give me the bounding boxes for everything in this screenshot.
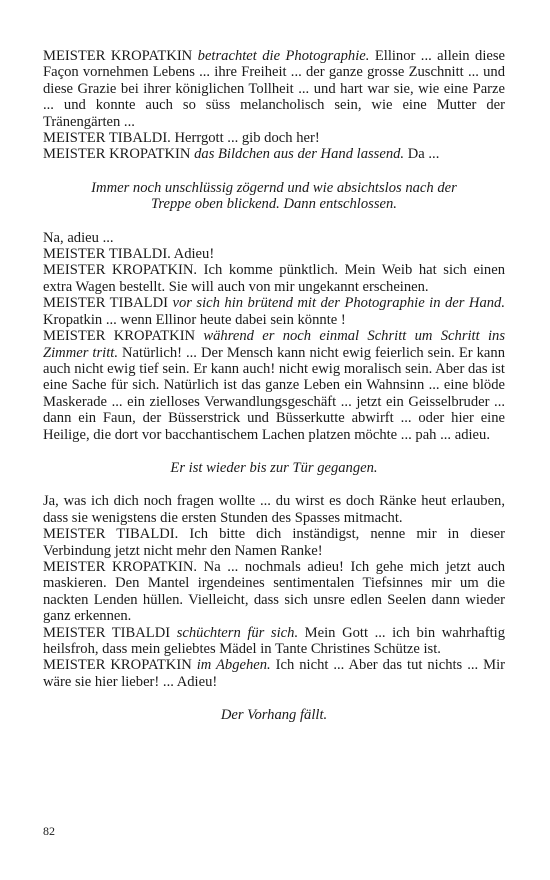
speech-line: [43, 146, 505, 162]
text-run: MEISTER TIBALDI: [43, 295, 173, 312]
text-run: Der Vorhang fällt.: [220, 707, 328, 724]
italic-text: schüchtern für sich.: [176, 624, 299, 641]
text-run: Ellinor ... allein diese Façon vornehmen Lebens ... ihre Freiheit ... der ganze grosse Zuschnitt ... und diese Grazie bei ihrer königlichen Tollheit ... und hart war sie, wie eine Parze ... und konnte auch so süss melancholisch sein, wie eine Mutter der Tränengärten ...: [43, 48, 506, 130]
text-run: MEISTER KROPATKIN. Ich komme pünktlich. Mein Weib hat sich einen extra Wagen bestellt. Sie will auch von mir ungekannt erscheinen.: [43, 262, 505, 295]
speech-line: [43, 262, 505, 295]
text-run: MEISTER KROPATKIN: [43, 328, 204, 345]
speech-line: [43, 526, 505, 559]
text-run: Ja, was ich dich noch fragen wollte ... du wirst es doch Ränke heut erlauben, dass sie wenigstens die ersten Stunden des Spasses mitmacht.: [43, 493, 505, 526]
italic-text: das Bildchen aus der Hand lassend.: [194, 146, 405, 163]
text-run: MEISTER TIBALDI. Ich bitte dich inständigst, nenne mir in dieser Verbindung jetzt nicht mehr den Namen Ranke!: [43, 526, 505, 559]
speech-line: [43, 246, 505, 262]
text-run: MEISTER TIBALDI: [43, 624, 177, 641]
italic-text: im Abgehen.: [196, 657, 271, 674]
speech-line: [43, 657, 505, 690]
speech-line: [43, 130, 505, 146]
text-run: Kropatkin ... wenn Ellinor heute dabei sein könnte !: [43, 311, 346, 328]
text-run: MEISTER KROPATKIN. Na ... nochmals adieu! Ich gehe mich jetzt auch maskieren. Den Mantel irgendeines sentimentalen Tiefsinnes mir um die nackten Lenden hüllen. Vielleicht, dass sich unsre edlen Seelen dann wieder ganz erkennen.: [43, 558, 505, 625]
speech-line: [43, 48, 505, 130]
text-run: Er ist wieder bis zur Tür gegangen.: [170, 459, 378, 476]
italic-text: betrachtet die Photographie.: [197, 48, 370, 64]
text-run: Mein Gott ... ich bin wahrhaftig heilsfroh, dass mein geliebtes Mädel in Tante Christines Schütze ist.: [43, 624, 505, 657]
text-run: MEISTER TIBALDI. Adieu!: [43, 246, 215, 263]
text-run: Ich nicht ... Aber das tut nichts ... Mir wäre sie hier lieber! ... Adieu!: [43, 657, 505, 690]
stage-direction: [71, 707, 477, 723]
text-run: Da ...: [404, 146, 440, 163]
page-number: 82: [43, 824, 55, 838]
speech-line: [43, 493, 505, 526]
stage-direction: [71, 180, 477, 213]
text-run: Immer noch unschlüssig zögernd und wie absichtslos nach der Treppe oben blickend. Dann entschlossen.: [91, 179, 457, 213]
text-run: MEISTER KROPATKIN: [43, 657, 197, 674]
speech-line: [43, 295, 505, 328]
italic-text: vor sich hin brütend mit der Photographie in der Hand.: [172, 295, 506, 312]
italic-text: während er noch einmal Schritt um Schritt ins Zimmer tritt.: [43, 328, 506, 361]
page-text: [43, 48, 505, 741]
text-run: MEISTER KROPATKIN: [43, 146, 195, 163]
speech-line: [43, 559, 505, 625]
text-run: MEISTER TIBALDI. Herrgott ... gib doch her!: [43, 130, 320, 147]
speech-line: [43, 230, 505, 246]
text-run: Na, adieu ...: [43, 229, 114, 246]
text-run: Natürlich! ... Der Mensch kann nicht ewig feierlich sein. Er kann auch nicht ewig tief sein. Er kann auch! nicht ewig moralisch sein. Aber das ist eine Sache für sich. Natürlich ist das ganze Leben ein Wahnsinn ... eine blöde Maskerade ... ein zielloses Verwandlungsgeschäft ... jetzt ein Geisselbruder ... dann ein Faun, der Büsserstrick und Büsserkutte abwirft ... oder hier eine Heilige, die dort vor bacchantischem Lachen platzen möchte ... pah ... adieu.: [43, 344, 505, 443]
speech-line: [43, 625, 505, 658]
stage-direction: [71, 460, 477, 476]
text-run: MEISTER KROPATKIN: [43, 48, 198, 64]
speech-line: [43, 328, 505, 443]
